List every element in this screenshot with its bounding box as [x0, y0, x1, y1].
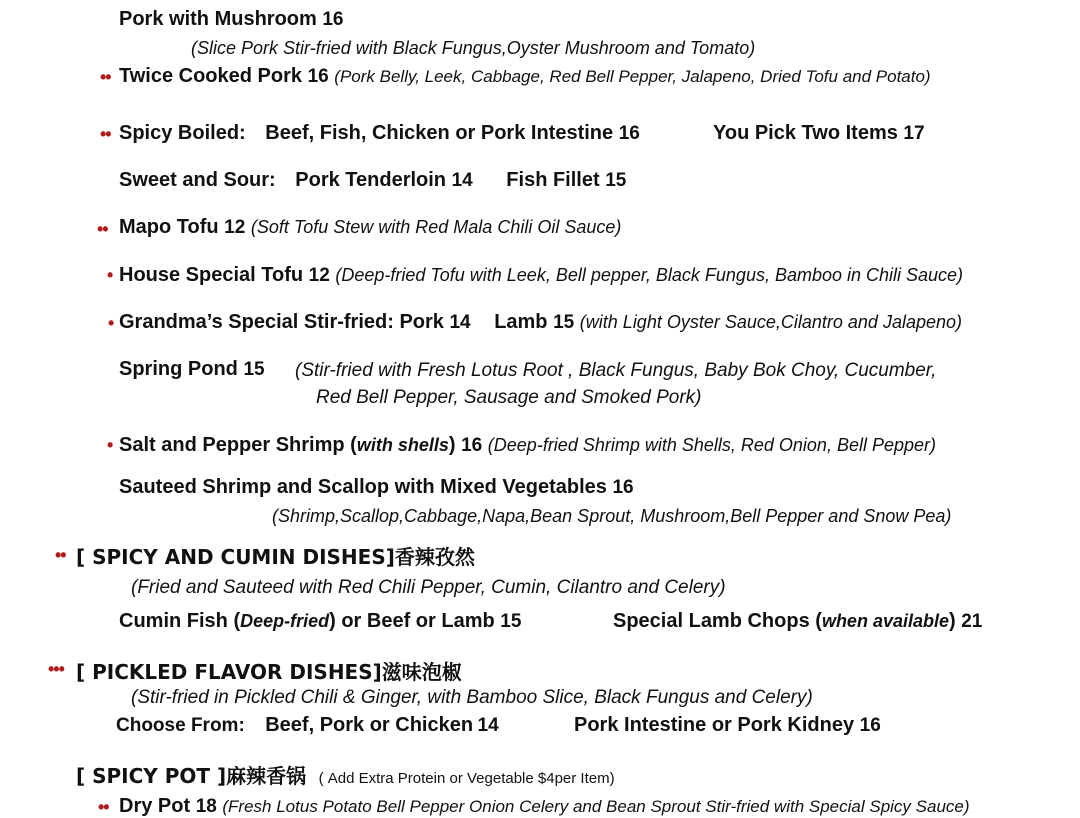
item-price: 15 — [605, 170, 627, 191]
item-description: (Pork Belly, Leek, Cabbage, Red Bell Pepper, Jalapeno, Dried Tofu and Potato) — [334, 67, 931, 86]
menu-item-cumin — [119, 610, 521, 633]
item-description: (Soft Tofu Stew with Red Mala Chili Oil Sauce) — [250, 217, 622, 237]
item-name: Dry Pot — [119, 795, 191, 817]
item-description: (Fresh Lotus Potato Bell Pepper Onion Celery and Bean Sprout Stir-fried with Special Spicy Sauce) — [222, 797, 970, 816]
item-price: 16 — [461, 435, 483, 456]
item-name: Special Lamb Chops ( — [613, 610, 822, 632]
item-price: 16 — [618, 123, 640, 144]
item-description: (Slice Pork Stir-fried with Black Fungus,Oyster Mushroom and Tomato) — [191, 38, 756, 58]
item-name: Grandma’s Special Stir-fried: Pork — [119, 311, 444, 333]
item-price: 12 — [224, 217, 246, 238]
item-option: Beef, Pork or Chicken — [265, 714, 474, 736]
item-price: 12 — [308, 265, 330, 286]
item-option: Lamb — [494, 311, 548, 333]
item-name: Twice Cooked Pork — [119, 65, 303, 87]
pick-two-option — [713, 122, 925, 145]
item-price: 14 — [451, 170, 473, 191]
item-price: 16 — [322, 9, 344, 30]
section-description: (Stir-fried in Pickled Chili & Ginger, with Bamboo Slice, Black Fungus and Celery) — [131, 687, 813, 708]
menu-item-twice-cooked-pork — [119, 65, 931, 88]
item-price: 16 — [859, 715, 881, 736]
section-heading-spicy-cumin: [ SPICY AND CUMIN DISHES]香辣孜然 — [76, 545, 475, 569]
menu-item-pork-mushroom — [119, 8, 344, 31]
item-name: You Pick Two Items — [713, 122, 898, 144]
spicy-level-dots: •• — [100, 124, 111, 144]
item-price: 16 — [307, 66, 329, 87]
menu-item-grandma-stir-fried — [119, 311, 962, 334]
spicy-level-dots: •• — [98, 797, 109, 817]
spicy-level-dots: ••• — [48, 659, 64, 679]
spicy-level-dots: • — [107, 435, 113, 455]
item-option: Pork Tenderloin — [295, 169, 447, 191]
item-name: Pork with Mushroom — [119, 8, 317, 30]
menu-item-mapo-tofu — [119, 216, 621, 239]
spicy-level-dots: • — [107, 265, 113, 285]
item-price: 21 — [961, 611, 983, 632]
item-note-close: ) — [448, 434, 456, 456]
item-name: Mapo Tofu — [119, 216, 219, 238]
item-description: (Deep-fried Tofu with Leek, Bell pepper, Black Fungus, Bamboo in Chili Sauce) — [335, 265, 964, 285]
menu-item-sauteed-shrimp-scallop — [119, 476, 634, 499]
item-name-rest: ) — [949, 610, 956, 632]
section-title: [ SPICY POT ]麻辣香锅 — [76, 764, 307, 788]
item-option: Fish Fillet — [506, 169, 600, 191]
menu-item-salt-pepper-shrimp — [119, 434, 936, 457]
item-description: (Stir-fried with Fresh Lotus Root , Black Fungus, Baby Bok Choy, Cucumber, — [295, 360, 937, 381]
section-note: ( Add Extra Protein or Vegetable $4per Item) — [318, 770, 615, 787]
item-note: Deep-fried — [240, 611, 330, 631]
item-description: (Deep-fried Shrimp with Shells, Red Onion, Bell Pepper) — [487, 435, 936, 455]
spicy-level-dots: •• — [55, 545, 66, 565]
spicy-level-dots: •• — [100, 67, 111, 87]
item-price: 17 — [903, 123, 925, 144]
menu-item-lamb-chops — [613, 610, 982, 633]
item-description: (with Light Oyster Sauce,Cilantro and Jalapeno) — [579, 312, 962, 332]
menu-item-pickled-choices — [116, 714, 499, 737]
menu-item-spicy-boiled — [119, 122, 640, 145]
spicy-level-dots: • — [108, 313, 114, 333]
item-note: with shells — [356, 435, 449, 455]
item-name: House Special Tofu — [119, 264, 304, 286]
item-name: Spring Pond — [119, 358, 238, 380]
item-name: Cumin Fish ( — [119, 610, 241, 632]
section-description: (Fried and Sauteed with Red Chili Pepper, Cumin, Cilantro and Celery) — [131, 577, 726, 598]
item-price: 16 — [612, 477, 634, 498]
menu-item-spring-pond — [119, 358, 265, 381]
menu-item-pickled-intestine — [574, 714, 881, 737]
item-option: Pork Intestine or Pork Kidney — [574, 714, 855, 736]
item-name: Sauteed Shrimp and Scallop with Mixed Vegetables — [119, 476, 607, 498]
item-name: Spicy Boiled: — [119, 122, 246, 144]
item-name: Sweet and Sour: — [119, 169, 276, 191]
item-price: 15 — [553, 312, 575, 333]
item-note: when available — [821, 611, 949, 631]
choose-label: Choose From: — [116, 715, 245, 736]
item-price: 15 — [243, 359, 265, 380]
item-price: 15 — [500, 611, 522, 632]
menu-item-dry-pot — [119, 795, 970, 818]
menu-item-sweet-sour — [119, 169, 626, 192]
item-description: (Shrimp,Scallop,Cabbage,Napa,Bean Sprout, Mushroom,Bell Pepper and Snow Pea) — [272, 506, 952, 526]
item-name-rest: ) or Beef or Lamb — [329, 610, 495, 632]
spicy-level-dots: •• — [97, 219, 108, 239]
section-heading-spicy-pot — [76, 760, 615, 789]
item-price: 14 — [449, 312, 471, 333]
item-price: 18 — [195, 796, 217, 817]
section-heading-pickled: [ PICKLED FLAVOR DISHES]滋味泡椒 — [76, 660, 462, 684]
item-options: Beef, Fish, Chicken or Pork Intestine — [265, 122, 614, 144]
item-description: Red Bell Pepper, Sausage and Smoked Pork) — [316, 387, 702, 408]
menu-item-house-tofu — [119, 264, 963, 287]
item-name: Salt and Pepper Shrimp ( — [119, 434, 357, 456]
item-price: 14 — [477, 715, 499, 736]
